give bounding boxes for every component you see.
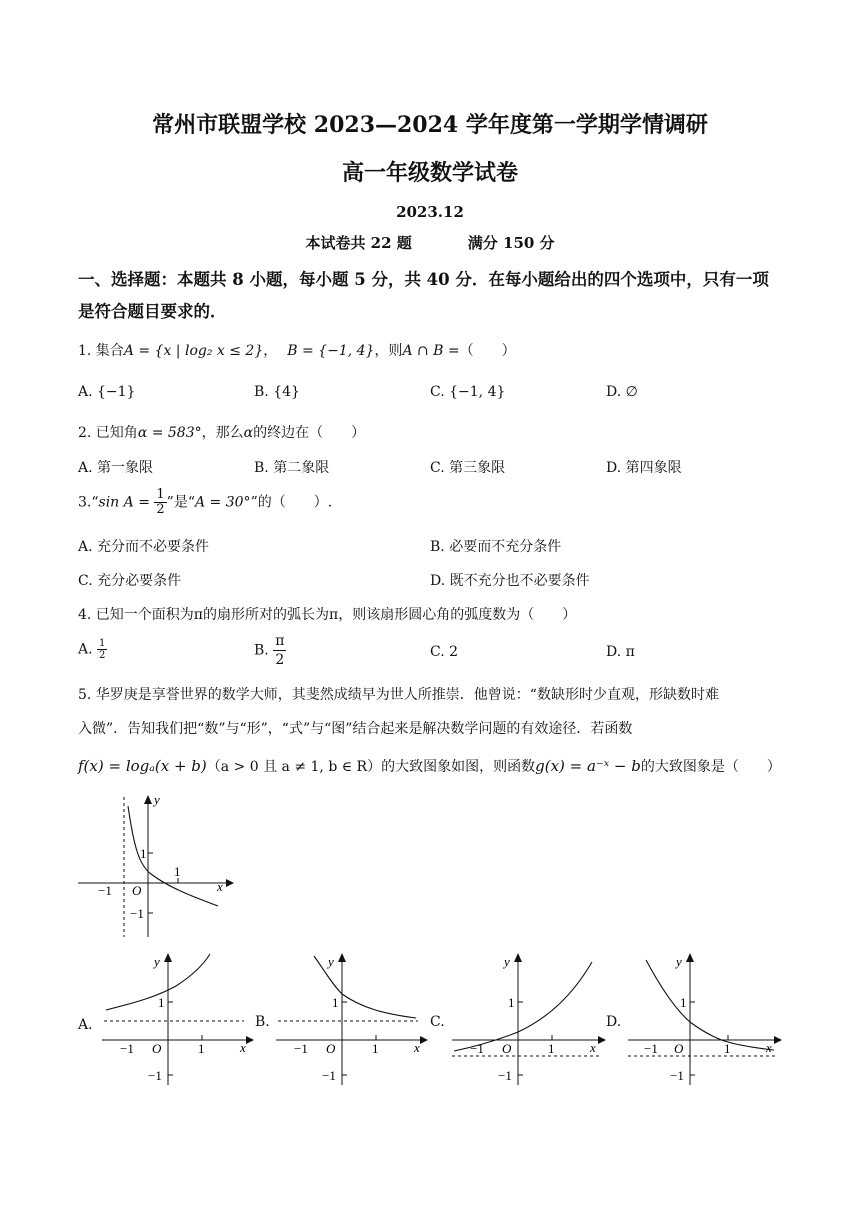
graph-f-label-x1: 1	[174, 864, 181, 879]
q1-option-b[interactable]: B. {4}	[254, 384, 300, 400]
svg-text:O: O	[674, 1041, 684, 1056]
section-heading-cont: 是符合题目要求的．	[78, 302, 227, 321]
q1-sep: ，	[263, 343, 278, 359]
q3-expr-b: A = 30°	[195, 494, 251, 511]
q3-option-c[interactable]: C. 充分必要条件	[78, 573, 182, 589]
q2-text: 2. 已知角	[78, 425, 138, 441]
q4-option-b[interactable]: B. $\frac{\pi}{2}$	[254, 633, 285, 668]
graph-f-label-1: 1	[140, 846, 147, 861]
svg-text:−1: −1	[148, 1068, 162, 1083]
svg-text:−1: −1	[322, 1068, 336, 1083]
svg-text:1: 1	[724, 1041, 731, 1056]
q5-option-a-label[interactable]: A．	[78, 1017, 103, 1033]
q3-text-b: ”是“	[166, 494, 195, 511]
q3-option-d[interactable]: D. 既不充分也不必要条件	[430, 573, 590, 589]
question-count: 本试卷共 22 题	[305, 234, 412, 252]
q5-option-d-graph[interactable]	[624, 950, 786, 1090]
question-1	[78, 340, 516, 360]
q1-option-d[interactable]: D. ∅	[606, 384, 638, 400]
q5-option-d-label[interactable]: D.	[606, 1014, 622, 1030]
q3-text: 3.“	[78, 494, 99, 511]
q3-expr-a: sin A =	[98, 494, 150, 511]
svg-text:−1: −1	[670, 1068, 684, 1083]
svg-text:−1: −1	[470, 1041, 484, 1056]
q4-option-c[interactable]: C. 2	[430, 644, 459, 660]
svg-text:1: 1	[198, 1041, 205, 1056]
q5-option-b-graph[interactable]	[272, 950, 432, 1090]
section-heading: 一、选择题：本题共 8 小题，每小题 5 分，共 40 分．在每小题给出的四个选项中，只有一项	[78, 270, 769, 289]
q3-option-a[interactable]: A. 充分而不必要条件	[78, 539, 210, 555]
q1-expr: A ∩ B =	[402, 343, 460, 359]
svg-text:1: 1	[332, 995, 339, 1010]
q1-set-b: B = {−1, 4}	[287, 343, 375, 359]
svg-text:y: y	[154, 954, 160, 969]
graph-f-y-label: y	[154, 792, 160, 807]
q1-blank: （ ）	[459, 343, 516, 359]
q4-option-a[interactable]: A. $\frac{1}{2}$	[78, 638, 106, 661]
svg-text:1: 1	[548, 1041, 555, 1056]
exam-date: 2023.12	[396, 203, 464, 221]
q2-option-c[interactable]: C. 第三象限	[430, 460, 506, 476]
svg-text:1: 1	[508, 995, 515, 1010]
svg-text:x: x	[590, 1040, 596, 1055]
q5-d-curve	[646, 960, 774, 1050]
question-3	[78, 488, 332, 517]
q1-set-a: A = {x | log₂ x ≤ 2}	[123, 343, 264, 359]
question-2	[78, 422, 365, 442]
svg-text:1: 1	[680, 995, 687, 1010]
q5-func-f: f(x) = logₐ(x + b)	[78, 757, 207, 775]
q3-fraction: $\frac{1}{2}$	[156, 487, 165, 517]
q1-text-b: ，则	[374, 343, 403, 359]
graph-f-label-neg1: −1	[98, 883, 112, 898]
exam-subtitle: 高一年级数学试卷	[341, 160, 518, 186]
graph-f-y-arrow	[144, 795, 152, 804]
q2-alpha: α	[243, 425, 254, 441]
svg-text:y: y	[328, 954, 334, 969]
q4-option-d[interactable]: D. π	[606, 644, 635, 660]
q5-option-c-label[interactable]: C.	[430, 1014, 445, 1030]
svg-text:1: 1	[158, 995, 165, 1010]
exam-title: 常州市联盟学校 2023—2024 学年度第一学期学情调研	[152, 112, 708, 138]
q5-option-a-graph[interactable]	[98, 950, 258, 1090]
q5-func-g: g(x) = a⁻ˣ − b	[535, 757, 641, 775]
q5-condition: （a > 0 且 a ≠ 1, b ∈ R）的大致图象如图，则函数	[206, 759, 536, 775]
svg-text:x: x	[240, 1040, 246, 1055]
question-5-cont: 入微”．告知我们把“数”与“形”，“式”与“图”结合起来是解决数学问题的有效途径．若函数	[78, 721, 633, 737]
q1-option-a[interactable]: A. {−1}	[78, 384, 136, 400]
q5-option-b-label[interactable]: B.	[255, 1014, 270, 1030]
svg-text:x: x	[766, 1040, 772, 1055]
q2-option-d[interactable]: D. 第四象限	[606, 460, 682, 476]
question-5: 5. 华罗庚是享誉世界的数学大师，其斐然成绩早为世人所推崇．他曾说：“数缺形时少直观，形缺数时难	[78, 687, 719, 703]
q3-text-c: ”的（ ）.	[250, 494, 333, 511]
svg-text:y: y	[504, 954, 510, 969]
svg-text:O: O	[152, 1041, 162, 1056]
exam-info	[0, 232, 860, 253]
svg-text:y: y	[676, 954, 682, 969]
question-5-func	[78, 756, 781, 776]
q2-text-c: 的终边在（ ）	[253, 425, 366, 441]
svg-text:O: O	[502, 1041, 512, 1056]
svg-text:−1: −1	[498, 1068, 512, 1083]
q1-option-c[interactable]: C. {−1, 4}	[430, 384, 506, 400]
graph-f	[76, 792, 236, 942]
svg-text:1: 1	[372, 1041, 379, 1056]
svg-text:O: O	[326, 1041, 336, 1056]
q1-text: 1. 集合	[78, 343, 124, 359]
svg-text:−1: −1	[120, 1041, 134, 1056]
graph-f-label-yneg1: −1	[130, 906, 144, 921]
q5-tail: 的大致图象是（ ）	[640, 759, 781, 775]
svg-text:−1: −1	[644, 1041, 658, 1056]
q3-option-b[interactable]: B. 必要而不充分条件	[430, 539, 562, 555]
graph-f-x-arrow	[226, 879, 234, 887]
svg-text:−1: −1	[294, 1041, 308, 1056]
full-score: 满分 150 分	[467, 234, 555, 252]
question-4: 4. 已知一个面积为π的扇形所对的弧长为π，则该扇形圆心角的弧度数为（ ）	[78, 607, 577, 623]
q5-option-c-graph[interactable]	[448, 950, 610, 1090]
q2-option-a[interactable]: A. 第一象限	[78, 460, 154, 476]
q2-option-b[interactable]: B. 第二象限	[254, 460, 330, 476]
q2-expr: α = 583°	[137, 425, 202, 441]
q2-text-b: ，那么	[201, 425, 244, 441]
graph-f-origin: O	[132, 883, 142, 898]
q5-c-curve	[454, 962, 592, 1051]
svg-text:x: x	[414, 1040, 420, 1055]
graph-f-x-label: x	[217, 879, 223, 894]
